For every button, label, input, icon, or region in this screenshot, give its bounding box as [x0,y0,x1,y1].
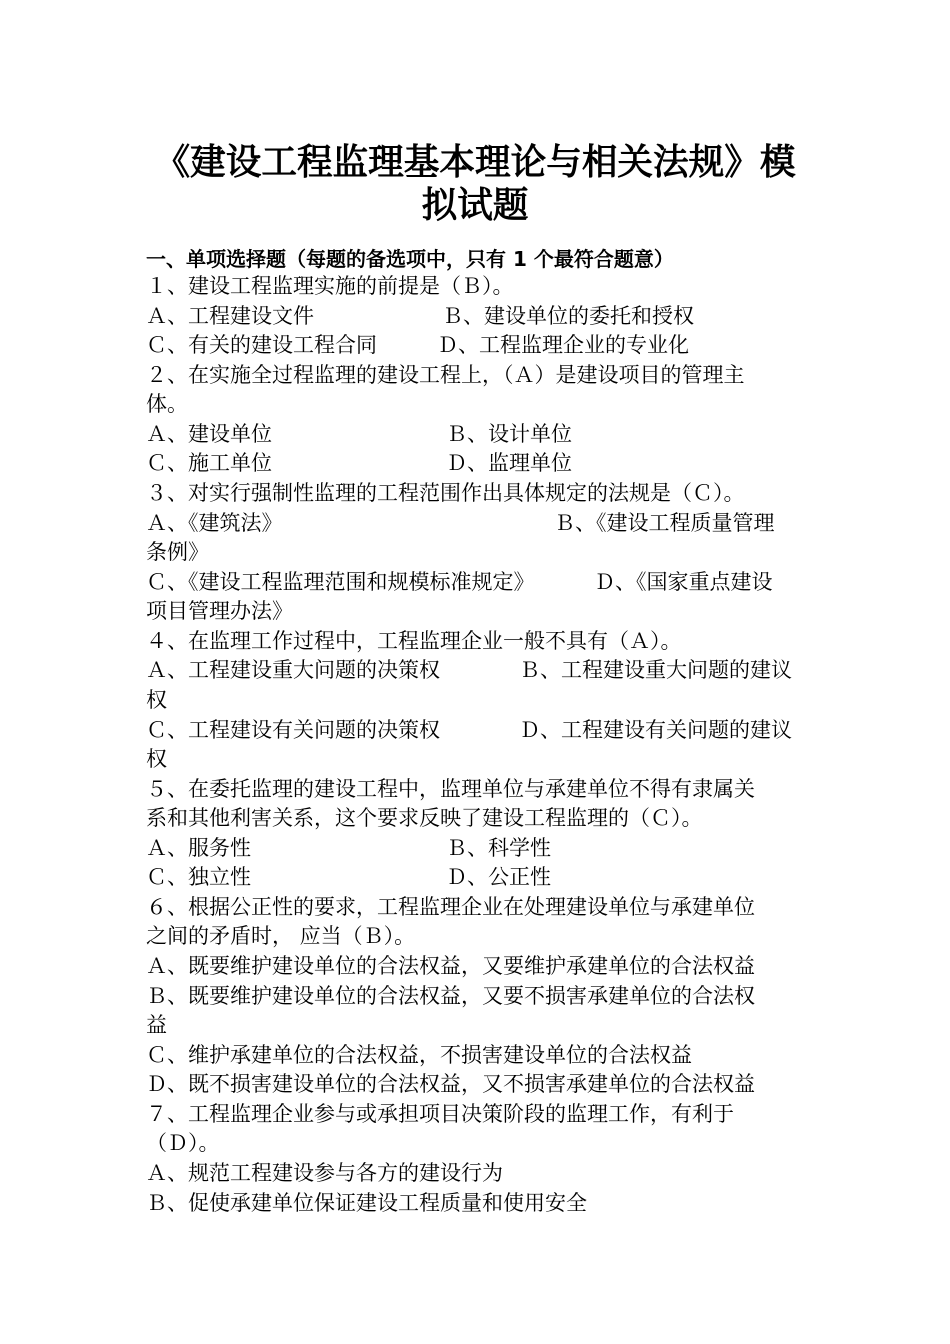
question-5-option-a: Ａ、服务性 [146,836,251,860]
question-4-option-b-line-2: 权 [146,688,167,712]
section-heading: 一、单项选择题（每题的备选项中，只有 1 个最符合题意） [146,247,674,271]
question-3-option-a: Ａ、《建筑法》 [146,511,283,535]
question-1-option-a: Ａ、工程建设文件 [146,304,314,328]
question-1-option-c: Ｃ、有关的建设工程合同 [146,333,377,357]
question-6-line-2: 之间的矛盾时， 应当（Ｂ）。 [146,924,416,948]
question-5-option-c: Ｃ、独立性 [146,865,251,889]
question-4: ４、在监理工作过程中，工程监理企业一般不具有（Ａ）。 [146,629,682,653]
question-3-option-b-line-1: Ｂ、《建设工程质量管理 [554,511,775,535]
document-title-line-1: 《建设工程监理基本理论与相关法规》模 [154,142,796,183]
question-5-line-1: ５、在委托监理的建设工程中，监理单位与承建单位不得有隶属关 [146,777,755,801]
question-7-option-a: Ａ、规范工程建设参与各方的建设行为 [146,1161,503,1185]
question-2-option-c: Ｃ、施工单位 [146,451,272,475]
question-3-option-d-line-2: 项目管理办法》 [146,599,293,623]
question-7-line-2: （Ｄ）。 [146,1131,220,1155]
question-3-option-d-line-1: Ｄ、《国家重点建设 [594,570,773,594]
question-4-option-d-line-2: 权 [146,747,167,771]
question-4-option-a: Ａ、工程建设重大问题的决策权 [146,658,440,682]
question-7-line-1: ７、工程监理企业参与或承担项目决策阶段的监理工作，有利于 [146,1102,734,1126]
question-5-option-d: Ｄ、公正性 [446,865,551,889]
question-5-line-2: 系和其他利害关系，这个要求反映了建设工程监理的（Ｃ）。 [146,806,703,830]
question-1-option-d: Ｄ、工程监理企业的专业化 [437,333,689,357]
document-title-line-2: 拟试题 [421,185,529,226]
question-4-option-c: Ｃ、工程建设有关问题的决策权 [146,718,440,742]
question-4-option-b-line-1: Ｂ、工程建设重大问题的建议 [519,658,792,682]
question-6-option-a: Ａ、既要维护建设单位的合法权益，又要维护承建单位的合法权益 [146,954,755,978]
question-3: ３、对实行强制性监理的工程范围作出具体规定的法规是（Ｃ）。 [146,481,745,505]
question-2-line-2: 体。 [146,392,188,416]
question-2-line-1: ２、在实施全过程监理的建设工程上，（Ａ）是建设项目的管理主 [146,363,745,387]
question-5-option-b: Ｂ、科学性 [446,836,551,860]
question-2-option-a: Ａ、建设单位 [146,422,272,446]
question-6-option-b-line-2: 益 [146,1013,167,1037]
question-2-option-b: Ｂ、设计单位 [446,422,572,446]
question-7-option-b: Ｂ、促使承建单位保证建设工程质量和使用安全 [146,1191,587,1215]
question-1: １、建设工程监理实施的前提是（Ｂ）。 [146,274,514,298]
question-6-option-c: Ｃ、维护承建单位的合法权益，不损害建设单位的合法权益 [146,1043,692,1067]
question-3-option-b-line-2: 条例》 [146,540,209,564]
question-6-option-b-line-1: Ｂ、既要维护建设单位的合法权益，又要不损害承建单位的合法权 [146,984,755,1008]
question-1-option-b: Ｂ、建设单位的委托和授权 [442,304,694,328]
question-3-option-c: Ｃ、《建设工程监理范围和规模标准规定》 [146,570,535,594]
question-6-option-d: Ｄ、既不损害建设单位的合法权益，又不损害承建单位的合法权益 [146,1072,755,1096]
question-6-line-1: ６、根据公正性的要求，工程监理企业在处理建设单位与承建单位 [146,895,755,919]
question-4-option-d-line-1: Ｄ、工程建设有关问题的建议 [519,718,792,742]
question-2-option-d: Ｄ、监理单位 [446,451,572,475]
